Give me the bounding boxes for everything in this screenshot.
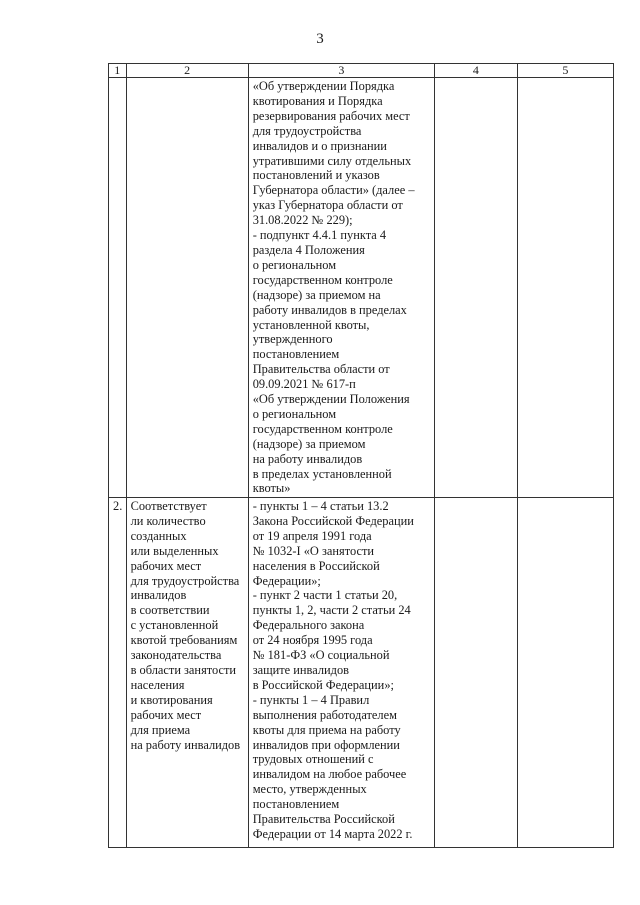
column-4-cell [434, 498, 517, 848]
table-row [109, 78, 614, 498]
table-row [109, 498, 614, 848]
column-header-2: 2 [126, 64, 248, 78]
row-number-cell: 2. [109, 498, 127, 848]
requirements-cell: - пункты 1 – 4 статьи 13.2 Закона Российской Федерации от 19 апреля 1991 года № 1032-I «О занятости населения в Российской Федерации»; - пункт 2 части 1 статьи 20, пункты 1, 2, части 2 статьи 24 Федерального закона от 24 ноября 1995 года № 181-ФЗ «О социальной защите инвалидов в Российской Федерации»; - пункты 1 – 4 Правил выполнения работодателем квоты для приема на работу инвалидов при оформлении трудовых отношений с инвалидом на любое рабочее место, утвержденных постановлением Правительства Российской Федерации от 14 марта 2022 г. [248, 498, 434, 848]
table-header-row [109, 64, 614, 78]
question-cell [126, 78, 248, 498]
column-5-cell [517, 498, 613, 848]
column-header-4: 4 [434, 64, 517, 78]
column-header-3: 3 [248, 64, 434, 78]
column-header-1: 1 [109, 64, 127, 78]
checklist-table [108, 63, 614, 848]
row-number-cell [109, 78, 127, 498]
question-cell: Соответствует ли количество созданных или выделенных рабочих мест для трудоустройства инвалидов в соответствии с установленной квотой требованиям законодательства в области занятости населения и квотирования рабочих мест для приема на работу инвалидов [126, 498, 248, 848]
requirements-cell: «Об утверждении Порядка квотирования и Порядка резервирования рабочих мест для трудоустройства инвалидов и о признании утратившими силу отдельных постановлений и указов Губернатора области» (далее – указ Губернатора области от 31.08.2022 № 229); - подпункт 4.4.1 пункта 4 раздела 4 Положения о региональном государственном контроле (надзоре) за приемом на работу инвалидов в пределах установленной квоты, утвержденного постановлением Правительства области от 09.09.2021 № 617-п «Об утверждении Положения о региональном государственном контроле (надзоре) за приемом на работу инвалидов в пределах установленной квоты» [248, 78, 434, 498]
column-header-5: 5 [517, 64, 613, 78]
page-number: 3 [316, 31, 324, 47]
column-4-cell [434, 78, 517, 498]
column-5-cell [517, 78, 613, 498]
